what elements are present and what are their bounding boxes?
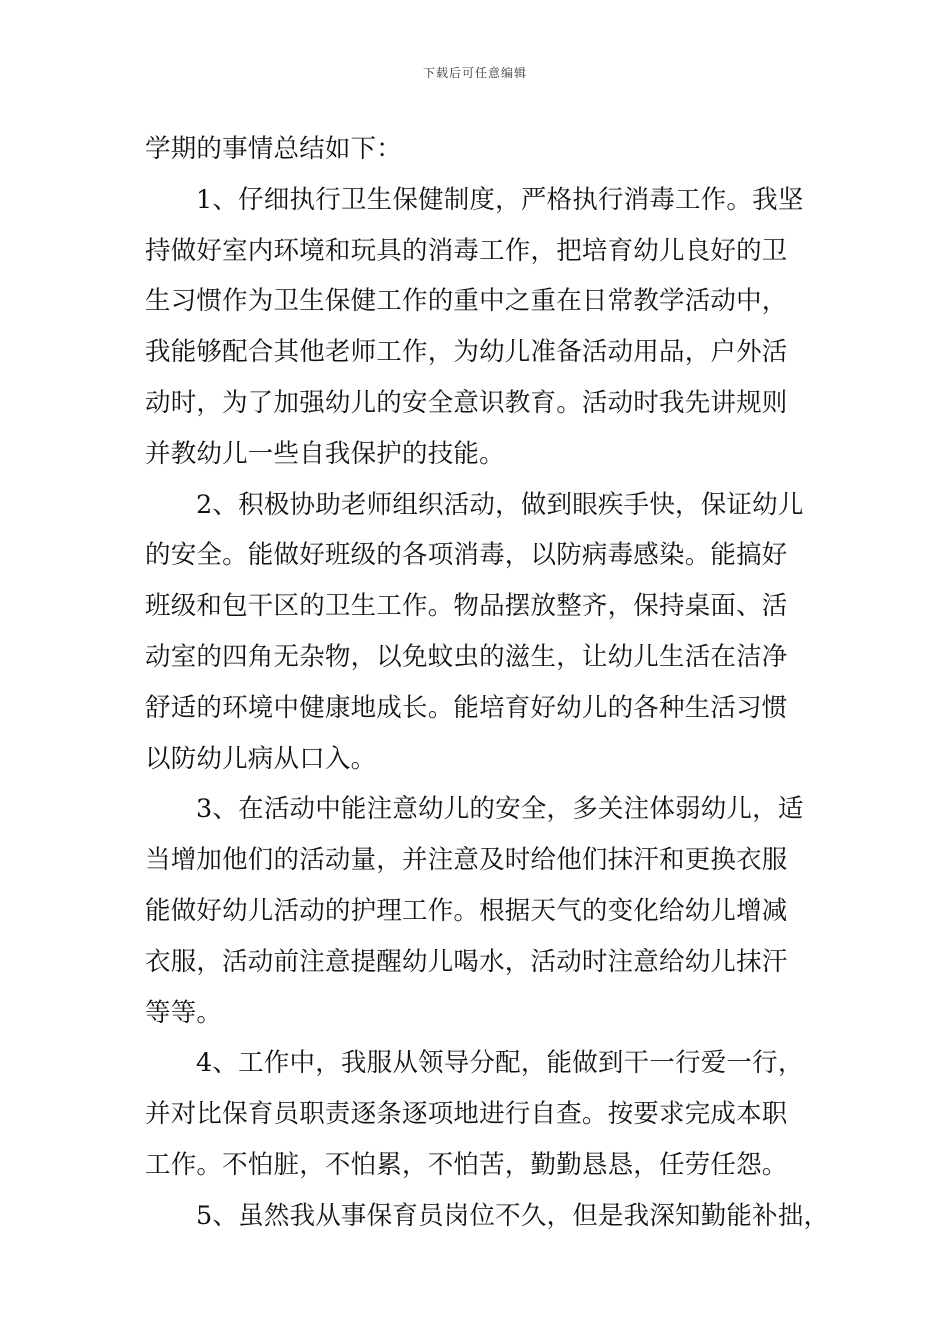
text-line: 等等。	[145, 997, 223, 1028]
text-line: 衣服，活动前注意提醒幼儿喝水，活动时注意给幼儿抹汗	[145, 946, 788, 977]
text-line: 学期的事情总结如下：	[145, 134, 403, 164]
text-line: 3、在活动中能注意幼儿的安全，多关注体弱幼儿，适	[196, 794, 804, 825]
text-line: 持做好室内环境和玩具的消毒工作，把培育幼儿良好的卫	[145, 235, 788, 266]
page-header: 下载后可任意编辑	[422, 66, 527, 80]
text-line: 1、仔细执行卫生保健制度，严格执行消毒工作。我坚	[196, 184, 804, 215]
text-line: 我能够配合其他老师工作，为幼儿准备活动用品，户外活	[145, 337, 788, 368]
text-line: 班级和包干区的卫生工作。物品摆放整齐，保持桌面、活	[145, 591, 788, 622]
text-line: 当增加他们的活动量，并注意及时给他们抹汗和更换衣服	[145, 845, 788, 876]
text-line: 2、积极协助老师组织活动，做到眼疾手快，保证幼儿	[196, 489, 804, 520]
text-line: 工作。不怕脏，不怕累，不怕苦，勤勤恳恳，任劳任怨。	[145, 1149, 788, 1180]
text-line: 动时，为了加强幼儿的安全意识教育。活动时我先讲规则	[145, 387, 788, 418]
text-line: 动室的四角无杂物，以免蚊虫的滋生，让幼儿生活在洁净	[145, 641, 788, 672]
text-line: 5、虽然我从事保育员岗位不久，但是我深知勤能补拙，	[196, 1200, 830, 1231]
text-line: 以防幼儿病从口入。	[145, 743, 377, 774]
text-line: 4、工作中，我服从领导分配，能做到干一行爱一行，	[196, 1048, 804, 1079]
text-line: 并教幼儿一些自我保护的技能。	[145, 438, 505, 469]
text-line: 的安全。能做好班级的各项消毒，以防病毒感染。能搞好	[145, 540, 788, 571]
text-line: 并对比保育员职责逐条逐项地进行自查。按要求完成本职	[145, 1099, 788, 1130]
text-line: 能做好幼儿活动的护理工作。根据天气的变化给幼儿增减	[145, 895, 788, 926]
text-line: 生习惯作为卫生保健工作的重中之重在日常教学活动中，	[145, 286, 788, 317]
text-line: 舒适的环境中健康地成长。能培育好幼儿的各种生活习惯	[145, 692, 788, 723]
document-body	[145, 124, 830, 1242]
